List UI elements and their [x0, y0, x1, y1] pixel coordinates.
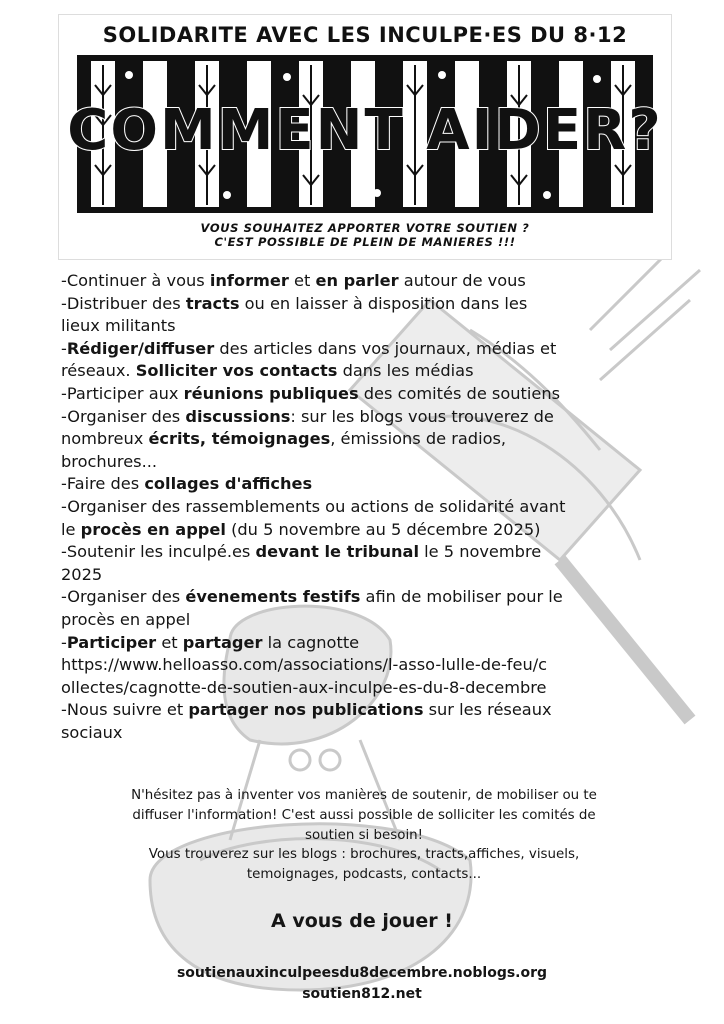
highlight-text: Solliciter vos contacts [135, 361, 338, 381]
banner-headline: COMMENT AIDER? [67, 98, 663, 163]
action-line [61, 654, 673, 677]
action-line [61, 586, 673, 609]
closing-note [64, 786, 664, 885]
highlight-text: partager nos publications [188, 700, 424, 720]
text-segment: le 5 novembre [419, 542, 542, 562]
text-segment: procès en appel [61, 609, 191, 629]
note-line: Vous trouverez sur les blogs : brochures, tracts,affiches, visuels, [148, 847, 580, 863]
action-line [61, 677, 673, 700]
highlight-text: informer [209, 271, 289, 290]
text-segment: (du 5 novembre au 5 décembre 2025) [225, 519, 541, 539]
action-line [61, 541, 673, 564]
text-segment: , émissions de radios, [330, 429, 507, 449]
action-item [61, 586, 673, 631]
text-segment: réseaux. [61, 361, 136, 381]
highlight-text: discussions [185, 406, 291, 426]
text-segment: brochures... [61, 451, 158, 471]
text-segment: ollectes/cagnotte-de-soutien-aux-inculpe-es-du-8-decembre [61, 677, 547, 697]
action-line [61, 270, 673, 293]
text-segment: - [61, 338, 67, 358]
action-line [61, 519, 673, 542]
action-item [61, 473, 673, 496]
text-segment: la cagnotte [262, 632, 360, 652]
action-line [61, 699, 673, 722]
blog-link[interactable]: soutienauxinculpeesdu8decembre.noblogs.org [176, 965, 548, 981]
action-line [61, 428, 673, 451]
text-segment: -Organiser des [61, 587, 186, 607]
site-link[interactable]: soutien812.net [302, 986, 422, 1002]
note-line: soutien si besoin! [304, 827, 424, 843]
action-line [61, 315, 673, 338]
note-line: N'hésitez pas à inventer vos manières de soutenir, de mobiliser ou te [131, 788, 597, 803]
action-item [61, 406, 673, 474]
text-segment: : sur les blogs vous trouverez de [290, 406, 554, 426]
action-line [61, 632, 673, 655]
text-segment: -Nous suivre et [61, 700, 189, 720]
text-segment: et [156, 632, 183, 652]
highlight-text: Rédiger/diffuser [66, 338, 215, 358]
action-line [61, 406, 673, 429]
action-item [61, 541, 673, 586]
text-segment: des articles dans vos journaux, médias et [214, 338, 557, 358]
website-links [0, 963, 724, 1005]
text-segment: -Soutenir les inculpé.es [61, 542, 256, 562]
action-list [61, 270, 673, 744]
banner-subtitle [59, 221, 671, 249]
highlight-text: procès en appel [80, 519, 226, 539]
highlight-text: tracts [185, 293, 240, 313]
action-line [61, 360, 673, 383]
action-line [61, 496, 673, 519]
text-segment: le [61, 519, 81, 539]
action-item [61, 293, 673, 338]
banner-subtitle-line-2: C'EST POSSIBLE DE PLEIN DE MANIERES !!! [214, 235, 516, 249]
action-line [61, 473, 673, 496]
text-segment: 2025 [61, 564, 103, 584]
highlight-text: partager [182, 632, 263, 652]
action-item [61, 338, 673, 383]
text-segment: sur les réseaux [423, 700, 552, 720]
text-segment: et [288, 271, 316, 290]
call-to-action: A vous de jouer ! [271, 910, 453, 932]
text-segment: -Faire des [61, 474, 145, 494]
action-line [61, 451, 673, 474]
text-segment: lieux militants [61, 316, 176, 336]
text-segment: afin de mobiliser pour le [360, 587, 563, 607]
text-segment: dans les médias [337, 361, 474, 381]
action-line [61, 564, 673, 587]
action-line [61, 722, 673, 745]
note-line: temoignages, podcasts, contacts... [246, 867, 482, 883]
note-line: diffuser l'information! C'est aussi possible de solliciter les comités de [132, 807, 596, 823]
text-segment: - [61, 632, 67, 652]
action-line [61, 383, 673, 406]
highlight-text: évenements festifs [185, 587, 361, 607]
highlight-text: en parler [315, 271, 399, 290]
highlight-text: devant le tribunal [255, 542, 419, 562]
highlight-text: écrits, témoignages [148, 429, 331, 449]
action-item [61, 383, 673, 406]
text-segment: ou en laisser à disposition dans les [239, 293, 528, 313]
action-item [61, 699, 673, 744]
text-segment: des comités de soutiens [358, 383, 561, 403]
text-segment: -Organiser des [61, 406, 186, 426]
action-item [61, 632, 673, 700]
banner-title: SOLIDARITE AVEC LES INCULPE·ES DU 8·12 [102, 23, 628, 47]
text-segment: autour de vous [398, 271, 526, 290]
highlight-text: collages d'affiches [144, 474, 313, 494]
text-segment: -Distribuer des [61, 293, 186, 313]
action-line [61, 609, 673, 632]
highlight-text: Participer [66, 632, 157, 652]
highlight-text: réunions publiques [183, 383, 359, 403]
action-item [61, 496, 673, 541]
header-banner [58, 14, 672, 260]
action-line [61, 293, 673, 316]
text-segment: nombreux [61, 429, 149, 449]
action-line [61, 338, 673, 361]
text-segment: -Organiser des rassemblements ou actions de solidarité avant [61, 496, 566, 516]
banner-subtitle-line-1: VOUS SOUHAITEZ APPORTER VOTRE SOUTIEN ? [200, 221, 530, 235]
text-segment: sociaux [61, 722, 123, 742]
text-segment: -Participer aux [61, 383, 184, 403]
text-segment: -Continuer à vous [61, 271, 210, 290]
text-segment: https://www.helloasso.com/associations/l-asso-lulle-de-feu/c [61, 655, 548, 675]
action-item [61, 270, 673, 293]
